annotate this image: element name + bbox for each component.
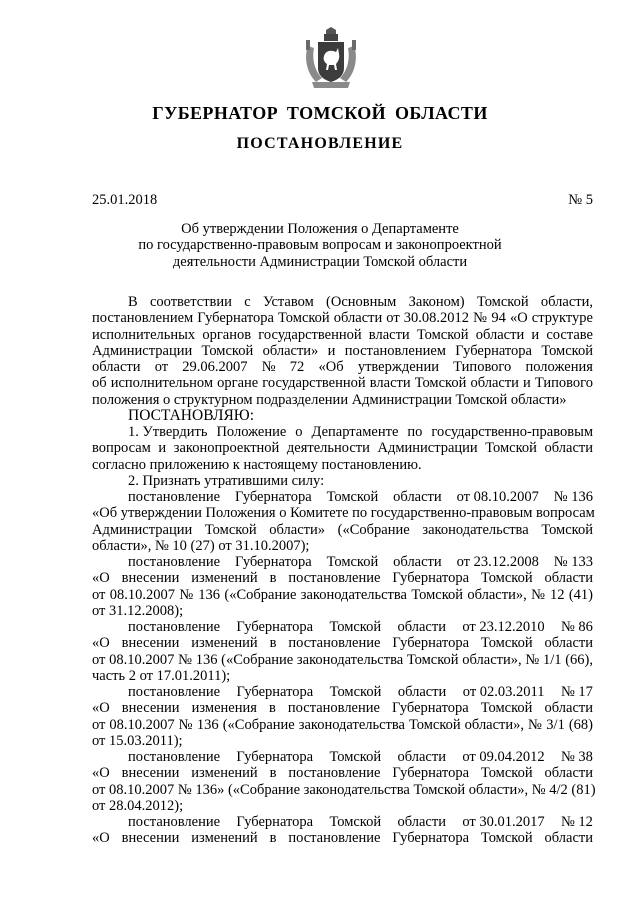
word: Губернатора [236,814,314,830]
item1-line: согласно приложению к настоящему постановлению. [92,456,422,473]
word: утверждении [357,359,439,375]
word: № 86 [560,619,593,635]
word: от 30.01.2017 [462,814,545,830]
subject-line: по государственно-правовым вопросам и законопроектной [138,237,502,254]
word: с [244,294,251,310]
repealed-act-line: от 15.03.2011); [92,732,183,749]
word: о [295,424,303,440]
word: постановление [128,684,221,700]
word: положения [525,359,593,375]
word: области, [540,294,593,310]
word: № 38 [560,749,593,765]
word: от [154,359,169,375]
word: 1. Утвердить [128,424,208,440]
document-date: 25.01.2018 [92,192,158,208]
organization-title: ГУБЕРНАТОР ТОМСКОЙ ОБЛАСТИ [152,103,488,123]
repealed-act-line: от 08.10.2007 № 136» («Собрание законодательства Томской области», № 4/2 (81) [92,781,596,798]
word: от 23.12.2010 [462,619,545,635]
word: Томской [326,489,379,505]
word: по [407,424,423,440]
item1-line [92,424,593,440]
resolve-heading: ПОСТАНОВЛЯЮ: [128,406,255,424]
word: № 136 [553,489,593,505]
document-subject [0,221,640,270]
word: «Об [318,359,344,375]
coat-of-arms-icon [302,26,360,90]
word: постановление [128,489,221,505]
repealed-act-line: Администрации Томской области» («Собрание законодательства Томской [92,521,593,538]
word: области [92,359,141,375]
word: Губернатора [234,489,312,505]
preamble-line: положения о структурном подразделении Администрации Томской области» [92,391,567,408]
word: Уставом [262,294,314,310]
repealed-act-line: от 28.04.2012); [92,797,184,814]
word: Губернатора [236,619,314,635]
word: Губернатора [236,749,314,765]
repealed-act-heading [92,619,593,635]
word: от 08.10.2007 [456,489,539,505]
word: № 133 [553,554,593,570]
preamble-line [92,359,593,375]
word: (Основным [326,294,397,310]
subject-line: Об утверждении Положения о Департаменте [181,221,459,237]
repealed-act-heading [92,749,593,765]
repealed-act-heading [92,489,593,505]
document-number: № 5 [568,192,593,208]
preamble-line: исполнительных органов государственной власти Томской области и составе [92,326,593,343]
repealed-act-line: от 08.10.2007 № 136 («Собрание законодательства Томской области», № 1/1 (66), [92,651,593,668]
repealed-act-line: «О внесении изменений в постановление Губернатора Томской области [92,635,593,652]
word: № 12 [560,814,593,830]
word: № 17 [560,684,593,700]
word: от 23.12.2008 [456,554,539,570]
word: области [393,554,442,570]
repealed-act-line: от 31.12.2008); [92,602,184,619]
word: постановление [128,554,221,570]
preamble-line [92,294,593,310]
word: Законом) [408,294,465,310]
word: от 02.03.2011 [462,684,545,700]
word: 72 [289,359,305,375]
word: Томской [326,554,379,570]
repealed-act-line: «О внесении изменений в постановление Губернатора Томской области [92,570,593,587]
word: В [128,294,138,310]
word: постановление [128,814,221,830]
word: Томской [476,294,529,310]
word: области [397,684,447,700]
repealed-act-heading [92,814,593,830]
word: Департаменте [311,424,399,440]
word: постановление [128,749,221,765]
repealed-act-line: «О внесении изменения в постановление Губернатора Томской области [92,700,593,717]
document-type: ПОСТАНОВЛЕНИЕ [236,135,404,152]
preamble-line: Администрации Томской области» и постановлением Губернатора Томской [92,342,593,359]
word: соответствии [149,294,232,310]
word: Типового [453,359,512,375]
word: № [261,359,276,375]
word: области [393,489,442,505]
word: Томской [329,814,382,830]
repealed-act-heading [92,684,593,700]
repealed-act-line: часть 2 от 17.01.2011); [92,667,231,684]
word: Томской [329,684,382,700]
word: Положение [216,424,287,440]
word: области [397,619,446,635]
repealed-act-line: от 08.10.2007 № 136 («Собрание законодательства Томской области», № 3/1 (68) [92,716,593,733]
subject-line: деятельности Администрации Томской области [172,253,468,270]
word: от 09.04.2012 [462,749,545,765]
repealed-acts-list [92,489,596,847]
item2-heading: 2. Признать утратившими силу: [128,472,325,489]
repealed-act-heading [92,554,593,570]
word: Томской [329,749,382,765]
word: области [397,814,446,830]
word: государственно-правовым [431,424,593,440]
preamble-line: об исполнительном органе государственной власти Томской области и Типового [92,375,593,392]
word: Губернатора [234,554,312,570]
document-body [92,294,596,847]
repealed-act-line: «Об утверждении Положения о Комитете по государственно-правовым вопросам [92,505,595,522]
repealed-act-line: «О внесении изменений в постановление Губернатора Томской области [92,765,593,782]
word: 29.06.2007 [182,359,248,375]
word: Губернатора [236,684,314,700]
preamble-line: постановлением Губернатора Томской области от 30.08.2012 № 94 «О структуре [92,310,593,327]
item1-line: вопросам и законопроектной деятельности Администрации Томской области [92,440,593,457]
repealed-act-line: «О внесении изменений в постановление Губернатора Томской области [92,830,593,847]
word: области [397,749,446,765]
repealed-act-line: от 08.10.2007 № 136 («Собрание законодательства Томской области», № 12 (41) [92,586,593,603]
word: Томской [329,619,382,635]
word: постановление [128,619,221,635]
repealed-act-line: области», № 10 (27) от 31.10.2007); [92,537,310,554]
